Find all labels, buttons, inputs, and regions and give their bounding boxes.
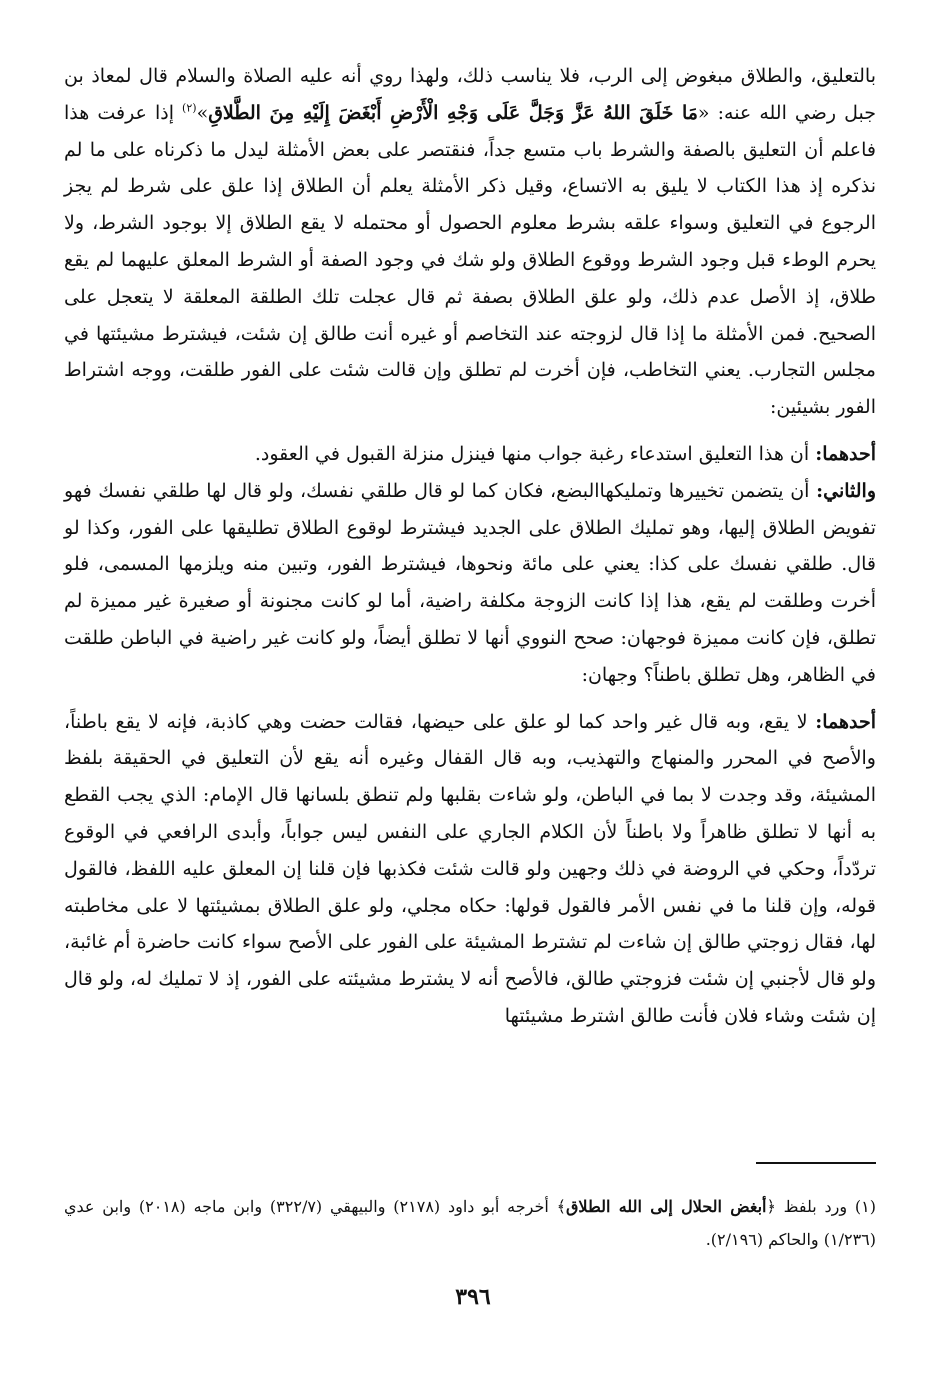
hadith-quote: مَا خَلَقَ اللهُ عَزَّ وَجَلَّ عَلَى وَجْهِ الْأَرْضِ أَبْغَضَ إِلَيْهِ مِنَ الطَّلاقِ — [208, 101, 698, 124]
footnote-separator — [756, 1162, 876, 1164]
paragraph-lead: أحدهما: — [815, 442, 876, 465]
paragraph-lead: والثاني: — [816, 479, 876, 502]
page-number: ٣٩٦ — [455, 1284, 491, 1310]
paragraph-intro: بالتعليق، والطلاق مبغوض إلى الرب، فلا يناسب ذلك، ولهذا روي أنه عليه الصلاة والسلام قال لمعاذ بن جبل رضي الله عنه: «مَا خَلَقَ اللهُ عَزَّ وَجَلَّ عَلَى وَجْهِ الْأَرْضِ أَبْغَضَ إِلَيْهِ مِنَ الطَّلاقِ»$^{(٢)}$ إذا عرفت هذا فاعلم أن التعليق بالصفة والشرط باب متسع جداً، فنقتصر على بعض الأمثلة ليدل ما ذكرناه على ما لم نذكره إذ هذا الكتاب لا يليق به الاتساع، وقيل ذكر الأمثلة يعلم أن الطلاق إذا علق على شرط لم يجز الرجوع في التعليق وسواء علقه بشرط معلوم الحصول أو محتمله لا يقع الطلاق إلا بوجود الشرط، ولا يحرم الوطء قبل وجود الشرط ووقوع الطلاق ولو شك في وجود الصفة أو الشرط المعلق عليهما لم يقع طلاق، إذ الأصل عدم ذلك، ولو علق الطلاق بصفة ثم قال عجلت تلك الطلقة المعلقة لا يتعجل على الصحيح. فمن الأمثلة ما إذا قال لزوجته عند التخاصم أو غيره أنت طالق إن شئت، فيشترط مشيئتها في مجلس التجارب. يعني التخاطب، فإن أخرت لم تطلق وإن قالت شئت على الفور طلقت، ووجه اشتراط الفور بشيئين: — [64, 65, 877, 419]
footnote-reference: (٢) — [182, 101, 197, 115]
paragraph-lead: أحدهما: — [815, 710, 876, 733]
paragraph-first-reason: أحدهما: أن هذا التعليق استدعاء رغبة جواب منها فينزل منزلة القبول في العقود. — [254, 442, 876, 465]
main-text — [64, 58, 876, 1035]
footnote-hadith: أبغض الحلال إلى الله الطلاق — [566, 1197, 767, 1216]
paragraph-second-reason: والثاني: أن يتضمن تخييرها وتمليكهاالبضع، فكان كما لو قال طلقي نفسك، ولو قال لها طلقي نفسك فهو تفويض الطلاق إليها، وهو تمليك الطلاق على الجديد فيشترط لوقوع الطلاق تطليقها على الفور، وكذا لو قال. طلقي نفسك على كذا: يعني على مائة ونحوها، فيشترط الفور، وتبين منه ويلزمها المسمى، فلو أخرت وطلقت لم يقع، هذا إذا كانت الزوجة مكلفة راضية، أما لو كانت مجنونة أو صغيرة غير مميزة لم تطلق، فإن كانت مميزة فوجهان: صحح النووي أنها لا تطلق أيضاً، ولو كانت غير راضية في الباطن طلقت في الظاهر، وهل تطلق باطناً؟ وجهان: — [64, 479, 876, 686]
footnote: (١) ورد بلفظ ﴿أبغض الحلال إلى الله الطلاق﴾ أخرجه أبو داود (٢١٧٨) والبيهقي (٣٢٢/٧) وابن ماجه (٢٠١٨) وابن عدي (١/٢٣٦) والحاكم (٢/١٩٦). — [64, 1197, 877, 1249]
paragraph-first-view: أحدهما: لا يقع، وبه قال غير واحد كما لو علق على حيضها، فقالت حضت وهي كاذبة، فإنه لا يقع باطناً، والأصح في المحرر والمنهاج والتهذيب، وبه قال القفال وغيره أنه يقع لأن التعليق في الحقيقة بلفظ المشيئة، وقد وجدت لا بما في الباطن، ولو شاءت بقلبها ولم تنطق بلسانها قال الإمام: الذي يجب القطع به أنها لا تطلق ظاهراً ولا باطناً لأن الكلام الجاري على النفس ليس جواباً، وأبدى الرافعي في الوقوع تردّداً، وحكي في الروضة في ذلك وجهين ولو قالت شئت فكذبها فإن قلنا إن المعلق عليه اللفظ، فالقول قوله، وإن قلنا ما في نفس الأمر فالقول قولها: حكاه مجلي، ولو علق الطلاق بمشيئتها لا على مخاطبته لها، فقال زوجتي طالق إن شاءت لم تشترط المشيئة على الفور على الأصح سواء كانت حاضرة أم غائبة، ولو قال لأجنبي إن شئت فزوجتي طالق، فالأصح أنه لا يشترط مشيئته على الفور، إذ لا تمليك له، ولو قال إن شئت وشاء فلان فأنت طالق اشترط مشيئتها — [64, 710, 876, 1027]
